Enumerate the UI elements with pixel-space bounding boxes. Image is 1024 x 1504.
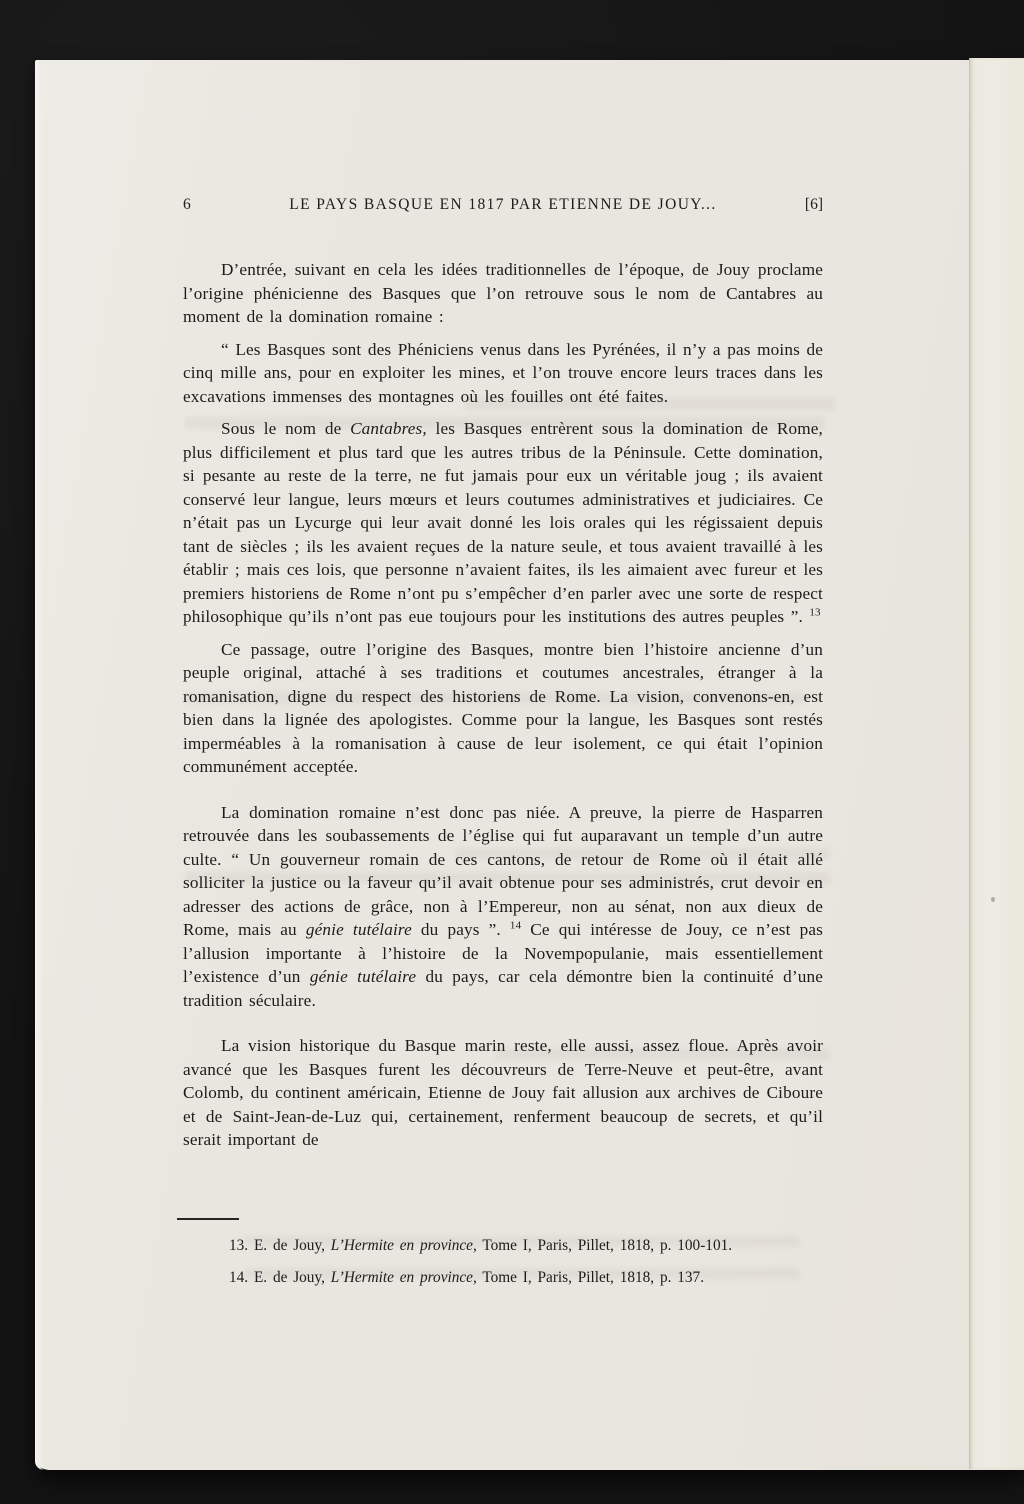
page-edge-highlight (35, 60, 44, 1470)
paragraph: La vision historique du Basque marin reste, elle aussi, assez floue. Après avoir avancé que les Basques furent les découvreurs de Terre-Neuve et peut-être, avant Colomb, du continent américain, Etienne de Jouy fait allusion aux archives de Ciboure et de Saint-Jean-de-Luz qui, certainement, renferment beaucoup de secrets, et qu’il serait important de (183, 1036, 823, 1149)
body-text (183, 258, 823, 1152)
paragraph: Sous le nom de Cantabres, les Basques entrèrent sous la domination de Rome, plus difficilement et plus tard que les autres tribus de la Péninsule. Cette domination, si pesante au reste de la terre, ne fut jamais pour eux un véritable joug ; ils avaient conservé leur langue, leurs mœurs et leurs coutumes administratives et judiciaires. Ce n’était pas un Lycurge qui leur avait donné les lois orales qui les régissaient depuis tant de siècles ; ils les avaient reçues de la nature seule, et tous avaient travaillé à les établir ; mais ces lois, que personne n’avaient faites, ils les aimaient avec fureur et les premiers historiens de Rome n’ont pu s’empêcher d’en parler avec une sorte de respect philosophique qu’ils n’ont pas eue toujours pour les institutions des autres peuples ”. $^{13}$ (183, 419, 823, 626)
adjacent-page-edge (969, 58, 1024, 1469)
footnotes (183, 1218, 828, 1288)
paragraph: Ce passage, outre l’origine des Basques, montre bien l’histoire ancienne d’un peuple original, attaché à ses traditions et coutumes ancestrales, étranger à la romanisation, digne du respect des historiens de Rome. La vision, convenons-en, est bien dans la lignée des apologistes. Comme pour la langue, les Basques sont restés imperméables à la romanisation à cause de leur isolement, ce qui était l’opinion communément acceptée. (183, 639, 823, 776)
paragraph: D’entrée, suivant en cela les idées traditionnelles de l’époque, de Jouy proclame l’origine phénicienne des Basques que l’on retrouve sous le nom de Cantabres au moment de la domination romaine : (183, 260, 823, 326)
footnote-reference: 14 (509, 919, 522, 932)
running-header (183, 196, 823, 216)
paragraph: “ Les Basques sont des Phéniciens venus dans les Pyrénées, il n’y a pas moins de cinq mille ans, pour en exploiter les mines, et l’on trouve encore leurs traces dans les excavations immenses des montagnes où les fouilles ont été faites. (183, 339, 823, 406)
bracket-page-number: [6] (804, 196, 823, 213)
footnote-reference: 13 (809, 606, 821, 619)
footnote-separator (177, 1218, 239, 1220)
paragraph: La domination romaine n’est donc pas niée. A preuve, la pierre de Hasparren retrouvée dans les soubassements de l’église qui fut auparavant un temple d’un autre culte. “ Un gouverneur romain de ces cantons, de retour de Rome où il était allé solliciter la justice ou la faveur qu’il avait obtenue pour ses administrés, crut devoir en adresser des actions de grâce, non à l’Empereur, non au sénat, non aux dieux de Rome, mais au génie tutélaire du pays ”. $^{14}$ Ce qui intéresse de Jouy, ce n’est pas l’allusion importante à l’histoire de la Novempopulanie, mais essentiellement l’existence d’un génie tutélaire du pays, car cela démontre bien la continuité d’une tradition séculaire. (183, 802, 824, 1010)
text-column (183, 196, 823, 1152)
paper-speck (991, 897, 995, 902)
footnote: 14. E. de Jouy, L’Hermite en province, Tome I, Paris, Pillet, 1818, p. 137. (229, 1269, 705, 1286)
page-number: 6 (183, 196, 191, 213)
book-page (35, 60, 1024, 1470)
running-title: LE PAYS BASQUE EN 1817 PAR ETIENNE DE JOUY... (289, 196, 717, 213)
footnote: 13. E. de Jouy, L’Hermite en province, Tome I, Paris, Pillet, 1818, p. 100-101. (229, 1237, 733, 1254)
